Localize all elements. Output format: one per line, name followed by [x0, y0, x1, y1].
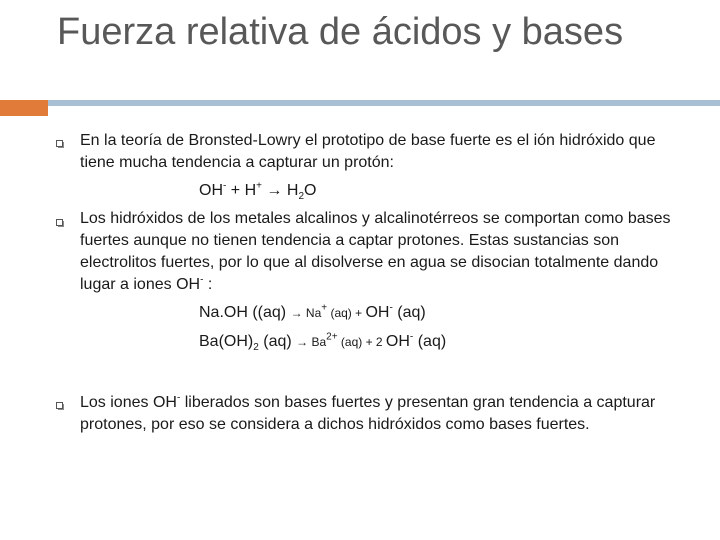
- eq1-arrow: → H: [261, 182, 299, 199]
- equation-naoh: [199, 302, 426, 324]
- eq1-oh: OH: [199, 182, 223, 199]
- slide-title: Fuerza relativa de ácidos y bases: [57, 11, 624, 53]
- title-divider: [48, 100, 720, 106]
- bullet-2-body: Los hidróxidos de los metales alcalinos y alcalinotérreos se comportan como bases fuertes aunque no tienen tendencia a captar protones. Estas sustancias son electrolitos fuertes, por lo que al disolverse en agua se disocian totalmente dando lugar a iones OH: [80, 210, 671, 293]
- eq1-h-charge: +: [256, 180, 262, 192]
- eq3-lhs: Ba(OH): [199, 333, 254, 350]
- eq1-oh-charge: -: [223, 180, 227, 192]
- eq2-na-charge: +: [321, 302, 328, 314]
- bullet-text-2: [80, 208, 680, 296]
- eq2-tail: (aq): [392, 304, 426, 321]
- eq2-oh: OH: [365, 304, 390, 321]
- bullet-3-rest: liberados son bases fuertes y presentan gran tendencia a capturar protones, por eso se considera a dichos hidróxidos como bases fuertes.: [80, 394, 656, 433]
- eq3-aq2: (aq) + 2: [337, 335, 386, 349]
- eq2-arrow: → Na: [290, 306, 322, 320]
- eq3-ba-charge: 2+: [326, 331, 338, 343]
- square-bullet-icon: [56, 402, 65, 411]
- eq3-arrow: → Ba: [296, 335, 327, 349]
- eq2-aq: (aq) +: [327, 306, 366, 320]
- eq1-subscript: 2: [298, 191, 304, 203]
- eq3-tail: (aq): [413, 333, 447, 350]
- eq1-oxygen: O: [304, 182, 317, 199]
- eq3-subscript: 2: [253, 342, 259, 354]
- eq3-oh: OH: [385, 333, 410, 350]
- eq2-oh-charge: -: [389, 302, 393, 314]
- bullet-3-start: Los iones OH: [80, 394, 177, 411]
- equation-oh-h: [199, 180, 316, 202]
- bullet-3-charge: -: [176, 392, 181, 404]
- square-bullet-icon: [56, 140, 65, 149]
- eq3-aq1: (aq): [258, 333, 297, 350]
- bullet-text-1: En la teoría de Bronsted-Lowry el prototipo de base fuerte es el ión hidróxido que tiene mucha tendencia a capturar un protón:: [80, 132, 656, 171]
- bullet-2-end: :: [203, 276, 213, 293]
- equation-baoh2: [199, 331, 446, 353]
- eq2-lhs: Na.OH ((aq): [199, 304, 291, 321]
- eq3-oh-charge: -: [409, 331, 414, 343]
- square-bullet-icon: [56, 219, 65, 228]
- bullet-text-3: [80, 392, 680, 436]
- title-accent-bar: [0, 100, 48, 116]
- eq1-plus-h: + H: [226, 182, 257, 199]
- bullet-2-charge: -: [200, 274, 204, 286]
